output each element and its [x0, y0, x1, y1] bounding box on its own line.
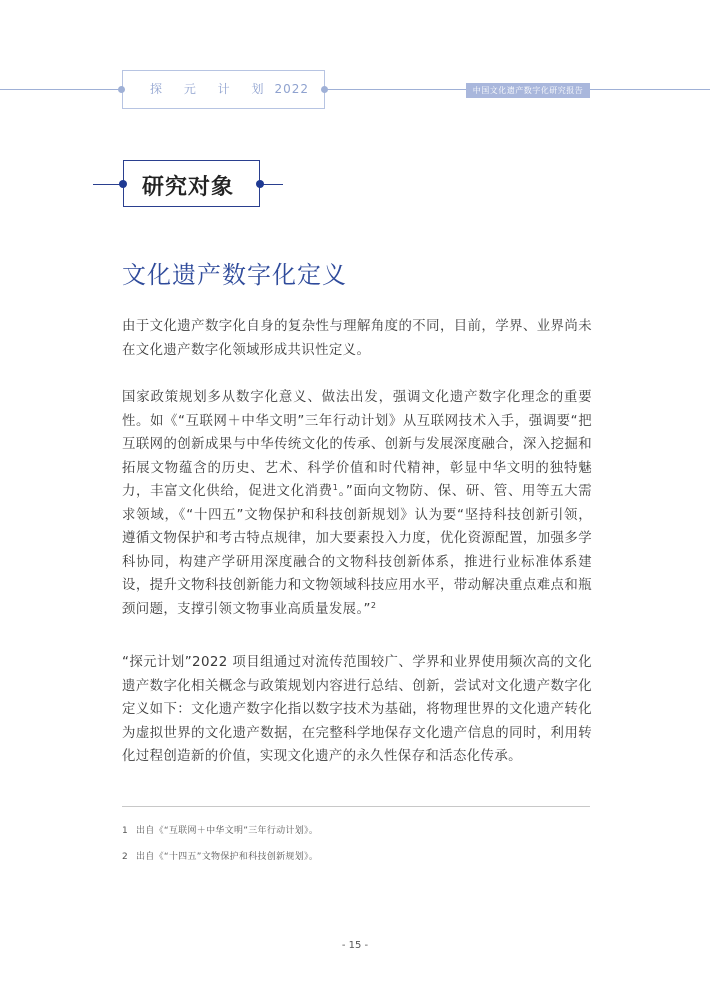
- footnote-ref-2: 2: [370, 600, 377, 610]
- footnote-ref-1: 1: [332, 483, 339, 492]
- header-dot-right: [321, 86, 328, 93]
- footnote-2-text: 出自《“十四五”文物保护和科技创新规划》。: [136, 852, 319, 862]
- footnote-2: [122, 849, 318, 862]
- header-title-text: 探 元 计 划: [150, 82, 273, 96]
- paragraph-2-part-b: 。”面向文物防、保、研、管、用等五大需求领域，《“十四五”文物保护和科技创新规划》认为要“坚持科技创新引领，遵循文物保护和考古特点规律，加大要素投入力度，优化资源配置，加强多学科协同，构建产学研用深度融合的文物科技创新体系，推进行业标准体系建设，提升文物科技创新能力和文物领域科技应用水平，带动解决重点难点和瓶颈问题，支撑引领文物事业高质量发展。”: [122, 484, 592, 617]
- paragraph-2-part-a: 国家政策规划多从数字化意义、做法出发，强调文化遗产数字化理念的重要性。如《“互联网＋中华文明”三年行动计划》从互联网技术入手，强调要“把互联网的创新成果与中华传统文化的传承、创新与发展深度融合，深入挖掘和拓展文物蕴含的历史、艺术、科学价值和时代精神，彰显中华文明的独特魅力，丰富文化供给，促进文化消费: [122, 390, 592, 499]
- section-dot-left: [119, 180, 127, 188]
- paragraph-1: 由于文化遗产数字化自身的复杂性与理解角度的不同，目前，学界、业界尚未在文化遗产数字化领域形成共识性定义。: [122, 319, 592, 358]
- footnote-1-number: 1: [122, 826, 129, 836]
- paragraph-2: [122, 386, 592, 621]
- page-number: - 15 -: [341, 940, 369, 951]
- footnote-2-number: 2: [122, 852, 129, 862]
- report-tag: 中国文化遗产数字化研究报告: [466, 83, 590, 98]
- header-rule-right: [590, 89, 710, 90]
- paragraph-3: “探元计划”2022 项目组通过对流传范围较广、学界和业界使用频次高的文化遗产数字化相关概念与政策规划内容进行总结、创新，尝试对文化遗产数字化定义如下：文化遗产数字化指以数字技术为基础，将物理世界的文化遗产转化为虚拟世界的文化遗产数据，在完整科学地保存文化遗产信息的同时，利用转化过程创造新的价值，实现文化遗产的永久性保存和活态化传承。: [122, 655, 592, 764]
- section-title: 研究对象: [142, 175, 235, 200]
- footnote-divider: [122, 806, 590, 807]
- footnote-1: [122, 823, 318, 836]
- page-heading: 文化遗产数字化定义: [122, 261, 347, 289]
- footnote-1-text: 出自《“互联网＋中华文明”三年行动计划》。: [136, 826, 319, 836]
- header-title: [150, 80, 309, 97]
- header-dot-left: [118, 86, 125, 93]
- section-dot-right: [256, 180, 264, 188]
- header-title-year: 2022: [274, 82, 309, 96]
